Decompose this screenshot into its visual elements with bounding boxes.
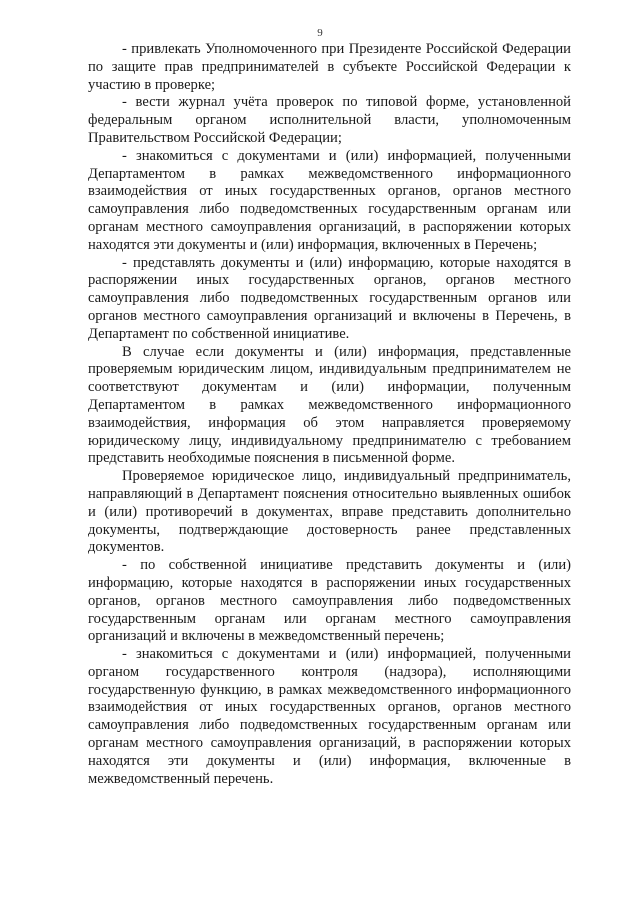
paragraph-discrepancy: В случае если документы и (или) информация, представленные проверяемым юридическим лицом, индивидуальным предпринимателем не соответствуют документам и (или) информации, полученным Департаментом в рамках межведомственного информационного взаимодействия, информация об этом направляется проверяемому юридическому лицу, индивидуальному предпринимателю с требованием представить необходимые пояснения в письменной форме. [88, 343, 571, 467]
paragraph-explanations: Проверяемое юридическое лицо, индивидуальный предприниматель, направляющий в Департамент пояснения относительно выявленных ошибок и (или) противоречий в документах, вправе представить дополнительно документы, подтверждающие достоверность ранее представленных документов. [88, 468, 571, 556]
paragraph-own-initiative: - по собственной инициативе представить документы и (или) информацию, которые находятся в распоряжении иных государственных органов, органов местного самоуправления либо подведомственных государственным органам или органам местного самоуправления организаций и включены в межведомственный перечень; [88, 557, 571, 645]
page-number: 9 [317, 27, 323, 39]
paragraph-inspection-log: - вести журнал учёта проверок по типовой форме, установленной федеральным органом исполнительной власти, уполномоченным Правительством Российской Федерации; [88, 94, 571, 146]
document-body [88, 41, 571, 788]
paragraph-review-documents: - знакомиться с документами и (или) информацией, полученными Департаментом в рамках межведомственного информационного взаимодействия от иных государственных органов, органов местного самоуправления либо подведомственных государственным органам или органам местного самоуправления организаций, в распоряжении которых находятся эти документы и (или) информация, включенных в Перечень; [88, 147, 571, 253]
paragraph-submit-documents: - представлять документы и (или) информацию, которые находятся в распоряжении иных государственных органов, органов местного самоуправления либо подведомственных государственным органов или органов местного самоуправления организаций и включены в Перечень, в Департамент по собственной инициативе. [88, 254, 571, 342]
paragraph-review-interagency: - знакомиться с документами и (или) информацией, полученными органом государственного контроля (надзора), исполняющими государственную функцию, в рамках межведомственного информационного взаимодействия от иных государственных органов, органов местного самоуправления либо подведомственных государственным органам или органам местного самоуправления организаций, в распоряжении которых находятся эти документы и (или) информация, включенные в межведомственный перечень. [88, 646, 571, 787]
paragraph-ombudsman: - привлекать Уполномоченного при Президенте Российской Федерации по защите прав предпринимателей в субъекте Российской Федерации к участию в проверке; [88, 41, 571, 93]
